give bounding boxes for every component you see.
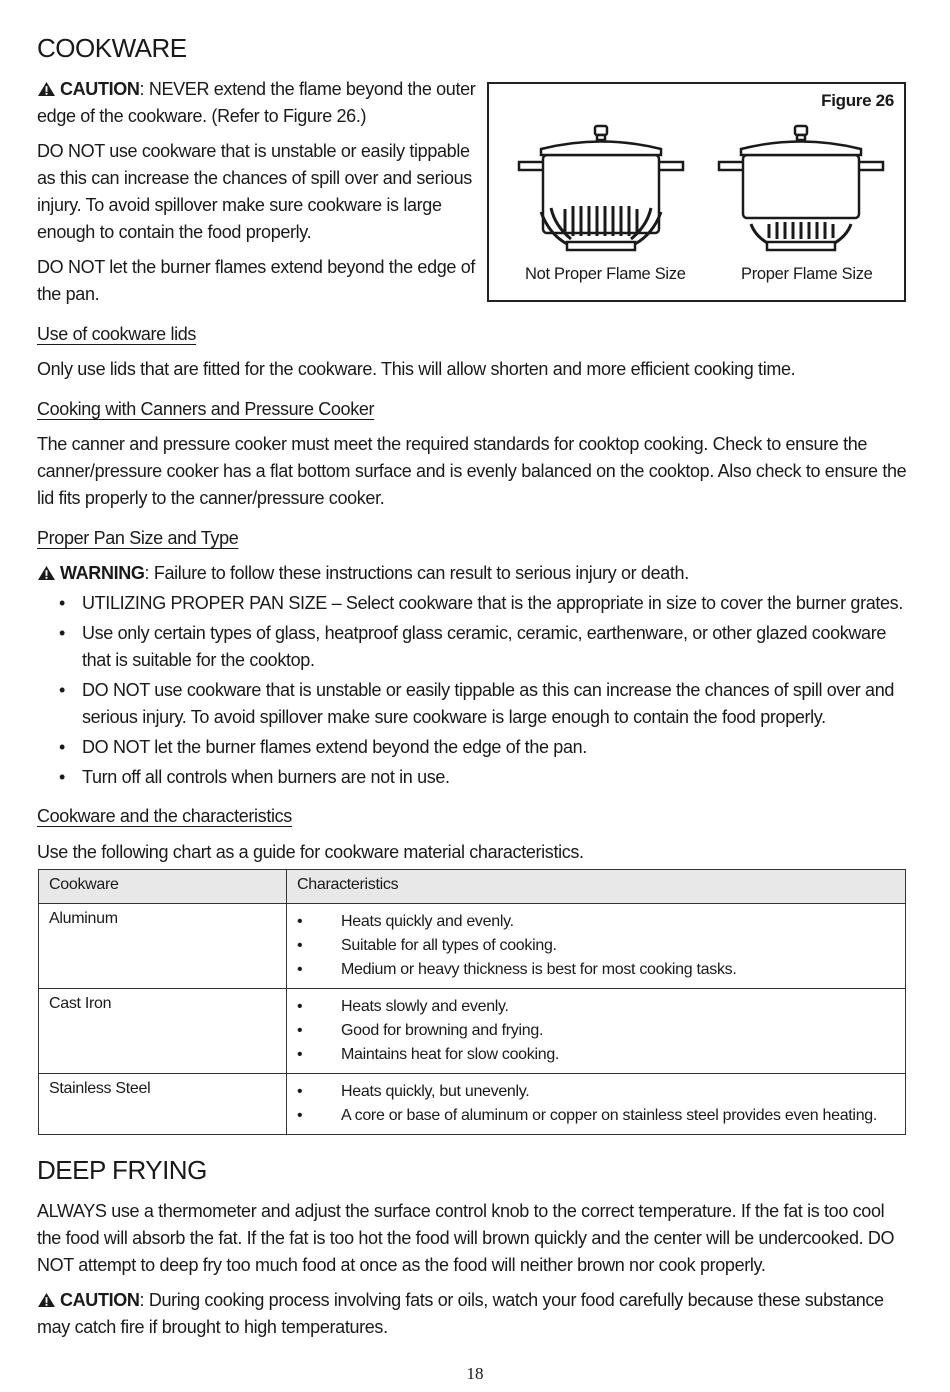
table-header-characteristics: Characteristics: [287, 870, 906, 904]
table-header-row: [39, 870, 906, 904]
deep-frying-text: ALWAYS use a thermometer and adjust the surface control knob to the correct temperature. If the fat is too cool the food will absorb the fat. If the fat is too hot the food will brown quickly and the center will be undercooked. DO NOT attempt to deep fry too much food at once as the food will neither brown nor cook properly.: [37, 1201, 895, 1275]
caption-proper: Proper Flame Size: [741, 265, 873, 283]
caution-text: : During cooking process involving fats or oils, watch your food carefully because these substance may catch fire if brought to high temperatures.: [37, 1290, 884, 1337]
lids-text: Only use lids that are fitted for the cookware. This will allow shorten and more efficient cooking time.: [37, 359, 796, 379]
figure-title: Figure 26: [821, 91, 894, 110]
table-cell-characteristics: [287, 904, 906, 989]
caution-label: CAUTION: [60, 1290, 140, 1310]
table-cell-material: Cast Iron: [39, 989, 287, 1074]
caption-not-proper: Not Proper Flame Size: [525, 265, 686, 283]
table-header-cookware: Cookware: [39, 870, 287, 904]
caution-text: : NEVER extend the flame beyond the outer edge of the cookware. (Refer to Figure 26.): [37, 79, 476, 126]
table-row: [39, 989, 906, 1074]
list-item: • Heats quickly and evenly.: [297, 910, 895, 934]
list-item: • A core or base of aluminum or copper on stainless steel provides even heating.: [297, 1104, 895, 1128]
warning-triangle-icon: [37, 565, 56, 581]
table-row: [39, 904, 906, 989]
canners-text: The canner and pressure cooker must meet the required standards for cooktop cooking. Check to ensure the canner/pressure cooker has a flat bottom surface and is evenly balanced on the cooktop. Also check to ensure the lid fits properly to the canner/pressure cooker.: [37, 434, 907, 508]
warning-text: : Failure to follow these instructions can result to serious injury or death.: [144, 563, 689, 583]
cookware-para-flames: DO NOT let the burner flames extend beyond the edge of the pan.: [37, 257, 476, 304]
table-cell-material: Aluminum: [39, 904, 287, 989]
list-item: • Maintains heat for slow cooking.: [297, 1043, 895, 1067]
pan-size-warning: [37, 560, 907, 587]
page-number: 18: [466, 1364, 484, 1383]
list-item: • Medium or heavy thickness is best for most cooking tasks.: [297, 958, 895, 982]
deep-frying-caution: [37, 1287, 907, 1341]
deep-frying-heading: DEEP FRYING: [37, 1155, 207, 1185]
cookware-para-unstable: DO NOT use cookware that is unstable or easily tippable as this can increase the chances of spill over and serious injury. To avoid spillover make sure cookware is large enough to contain the food properly.: [37, 141, 472, 242]
warning-triangle-icon: [37, 81, 56, 97]
figure-26: [487, 82, 906, 302]
lids-heading: Use of cookware lids: [37, 324, 197, 344]
list-item: • DO NOT use cookware that is unstable or easily tippable as this can increase the chances of spill over and serious injury. To avoid spillover make sure cookware is large enough to contain the food properly.: [37, 677, 907, 731]
list-item: • Turn off all controls when burners are not in use.: [37, 764, 907, 791]
list-item: • Heats slowly and evenly.: [297, 995, 895, 1019]
table-row: [39, 1074, 906, 1135]
pot-icon: [489, 84, 908, 259]
table-cell-characteristics: [287, 1074, 906, 1135]
table-cell-characteristics: [287, 989, 906, 1074]
cookware-caution: [37, 76, 477, 130]
pan-size-heading: Proper Pan Size and Type: [37, 528, 239, 548]
canners-heading: Cooking with Canners and Pressure Cooker: [37, 399, 375, 419]
list-item: • Good for browning and frying.: [297, 1019, 895, 1043]
characteristics-heading: Cookware and the characteristics: [37, 806, 292, 826]
table-cell-material: Stainless Steel: [39, 1074, 287, 1135]
cookware-heading: COOKWARE: [37, 33, 187, 63]
list-item: • UTILIZING PROPER PAN SIZE – Select cookware that is the appropriate in size to cover the burner grates.: [37, 590, 907, 617]
warning-triangle-icon: [37, 1292, 56, 1308]
caution-label: CAUTION: [60, 79, 140, 99]
pan-size-bullets: [37, 590, 907, 794]
cookware-table: [38, 869, 906, 1135]
warning-label: WARNING: [60, 563, 145, 583]
characteristics-intro: Use the following chart as a guide for cookware material characteristics.: [37, 842, 584, 862]
list-item: • Suitable for all types of cooking.: [297, 934, 895, 958]
list-item: • Use only certain types of glass, heatproof glass ceramic, ceramic, earthenware, or other glazed cookware that is suitable for the cooktop.: [37, 620, 907, 674]
list-item: • Heats quickly, but unevenly.: [297, 1080, 895, 1104]
list-item: • DO NOT let the burner flames extend beyond the edge of the pan.: [37, 734, 907, 761]
